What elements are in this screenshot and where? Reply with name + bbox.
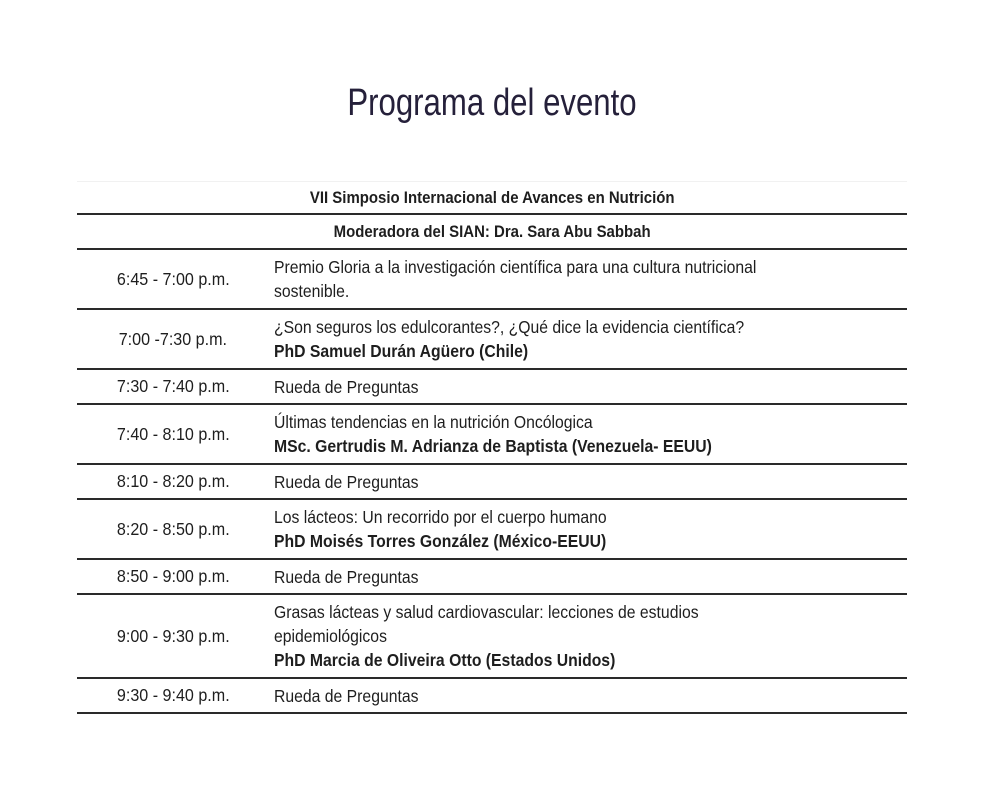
time-cell <box>77 376 269 397</box>
session-topic: Premio Gloria a la investigación científica para una cultura nutricional <box>274 257 757 277</box>
session-topic: epidemiológicos <box>274 626 387 646</box>
time-range: 7:00 -7:30 p.m. <box>118 328 228 349</box>
time-range: 7:40 - 8:10 p.m. <box>116 423 230 444</box>
time-range: 8:50 - 9:00 p.m. <box>116 566 230 586</box>
session-topic: Últimas tendencias en la nutrición Oncólogica <box>274 412 593 432</box>
schedule-row <box>77 250 907 310</box>
session-topic: Rueda de Preguntas <box>274 471 419 492</box>
schedule-row <box>77 560 907 595</box>
session-topic: Rueda de Preguntas <box>274 566 419 587</box>
time-range: 8:10 - 8:20 p.m. <box>116 471 230 491</box>
session-topic: Rueda de Preguntas <box>274 376 419 397</box>
session-speaker: MSc. Gertrudis M. Adrianza de Baptista (Venezuela- EEUU) <box>274 436 712 456</box>
schedule-row <box>77 500 907 560</box>
session-cell <box>269 255 907 303</box>
time-cell <box>77 626 269 647</box>
symposium-header <box>77 181 907 215</box>
schedule-row <box>77 405 907 465</box>
session-cell <box>269 315 907 363</box>
session-cell <box>269 375 907 399</box>
schedule-row <box>77 310 907 370</box>
time-cell <box>77 424 269 445</box>
time-cell <box>77 519 269 540</box>
time-range: 9:00 - 9:30 p.m. <box>116 625 230 646</box>
session-speaker: PhD Moisés Torres González (México-EEUU) <box>274 531 607 551</box>
time-cell <box>77 685 269 706</box>
session-speaker: PhD Marcia de Oliveira Otto (Estados Unidos) <box>274 650 616 670</box>
session-cell <box>269 565 907 589</box>
schedule-rows <box>77 250 907 714</box>
page-title: Programa del evento <box>347 82 637 124</box>
schedule-row <box>77 595 907 679</box>
time-range: 9:30 - 9:40 p.m. <box>116 685 230 705</box>
time-cell <box>77 566 269 587</box>
moderator-name: Moderadora del SIAN: Dra. Sara Abu Sabbah <box>333 221 651 241</box>
session-speaker: PhD Samuel Durán Agüero (Chile) <box>274 341 529 361</box>
session-cell <box>269 684 907 708</box>
time-range: 6:45 - 7:00 p.m. <box>116 268 230 289</box>
session-cell <box>269 410 907 458</box>
session-cell <box>269 600 907 672</box>
session-cell <box>269 505 907 553</box>
schedule-table <box>77 181 907 714</box>
moderator-header <box>77 215 907 250</box>
time-cell <box>77 329 269 350</box>
time-cell <box>77 471 269 492</box>
session-topic: ¿Son seguros los edulcorantes?, ¿Qué dice la evidencia científica? <box>274 317 745 337</box>
session-topic: Los lácteos: Un recorrido por el cuerpo humano <box>274 507 607 527</box>
time-range: 7:30 - 7:40 p.m. <box>116 376 230 396</box>
session-topic: Grasas lácteas y salud cardiovascular: lecciones de estudios <box>274 602 699 622</box>
schedule-row <box>77 370 907 405</box>
session-cell <box>269 470 907 494</box>
schedule-row <box>77 679 907 714</box>
time-cell <box>77 269 269 290</box>
session-topic: sostenible. <box>274 281 350 301</box>
symposium-title: VII Simposio Internacional de Avances en Nutrición <box>309 187 675 207</box>
schedule-row <box>77 465 907 500</box>
time-range: 8:20 - 8:50 p.m. <box>116 518 230 539</box>
session-topic: Rueda de Preguntas <box>274 685 419 706</box>
